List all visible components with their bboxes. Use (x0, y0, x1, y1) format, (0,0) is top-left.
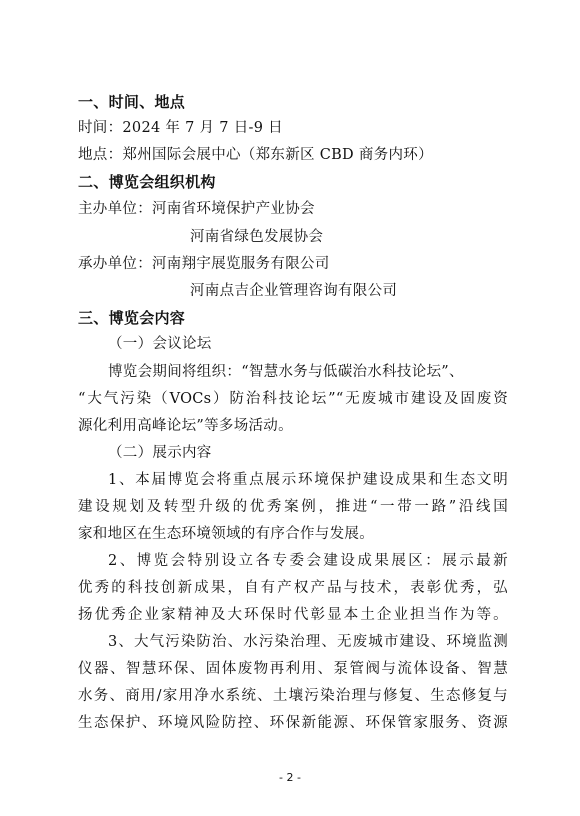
organizer-unit-line-2: 河南点吉企业管理咨询有限公司 (190, 283, 398, 299)
host-unit-line-2: 河南省绿色发展协会 (190, 229, 324, 245)
exhibit-paragraph-1-line-2: 建设规划及转型升级的优秀案例，推进“一带一路”沿线国 (78, 499, 508, 515)
subheading-forum: （一）会议论坛 (108, 336, 212, 352)
place-line: 地点：郑州国际会展中心（郑东新区 CBD 商务内环） (78, 147, 433, 163)
section-heading-content: 三、博览会内容 (78, 309, 186, 327)
section-heading-time-place: 一、时间、地点 (78, 93, 186, 111)
page-number: - 2 - (279, 771, 301, 784)
time-line: 时间：2024 年 7 月 7 日-9 日 (78, 120, 283, 136)
exhibit-paragraph-2-line-3: 扬优秀企业家精神及大环保时代彰显本土企业担当作为等。 (78, 607, 508, 623)
exhibit-paragraph-1-line-3: 家和地区在生态环境领域的有序合作与发展。 (78, 526, 374, 542)
exhibit-paragraph-2-line-2: 优秀的科技创新成果，自有产权产品与技术，表彰优秀，弘 (78, 580, 508, 596)
forum-paragraph-line-3: 源化利用高峰论坛”等多场活动。 (78, 418, 293, 434)
section-heading-organization: 二、博览会组织机构 (78, 173, 216, 191)
exhibit-paragraph-3-line-3: 水务、商用/家用净水系统、土壤污染治理与修复、生态修复与 (78, 688, 508, 704)
exhibit-paragraph-1-line-1: 1、本届博览会将重点展示环境保护建设成果和生态文明 (108, 472, 508, 488)
forum-paragraph-line-2: “大气污染（VOCs）防治科技论坛”“无废城市建设及固废资 (78, 391, 508, 407)
forum-paragraph-line-1: 博览会期间将组织：“智慧水务与低碳治水科技论坛”、 (108, 364, 464, 380)
subheading-exhibits: （二）展示内容 (108, 445, 212, 461)
exhibit-paragraph-3-line-4: 生态保护、环境风险防控、环保新能源、环保管家服务、资源 (78, 715, 508, 731)
organizer-unit-line-1: 承办单位：河南翔宇展览服务有限公司 (78, 256, 330, 272)
exhibit-paragraph-3-line-2: 仪器、智慧环保、固体废物再利用、泵管阀与流体设备、智慧 (78, 661, 508, 677)
exhibit-paragraph-3-line-1: 3、大气污染防治、水污染治理、无废城市建设、环境监测 (108, 634, 508, 650)
exhibit-paragraph-2-line-1: 2、博览会特别设立各专委会建设成果展区：展示最新 (108, 553, 508, 569)
host-unit-line-1: 主办单位：河南省环境保护产业协会 (78, 201, 315, 217)
